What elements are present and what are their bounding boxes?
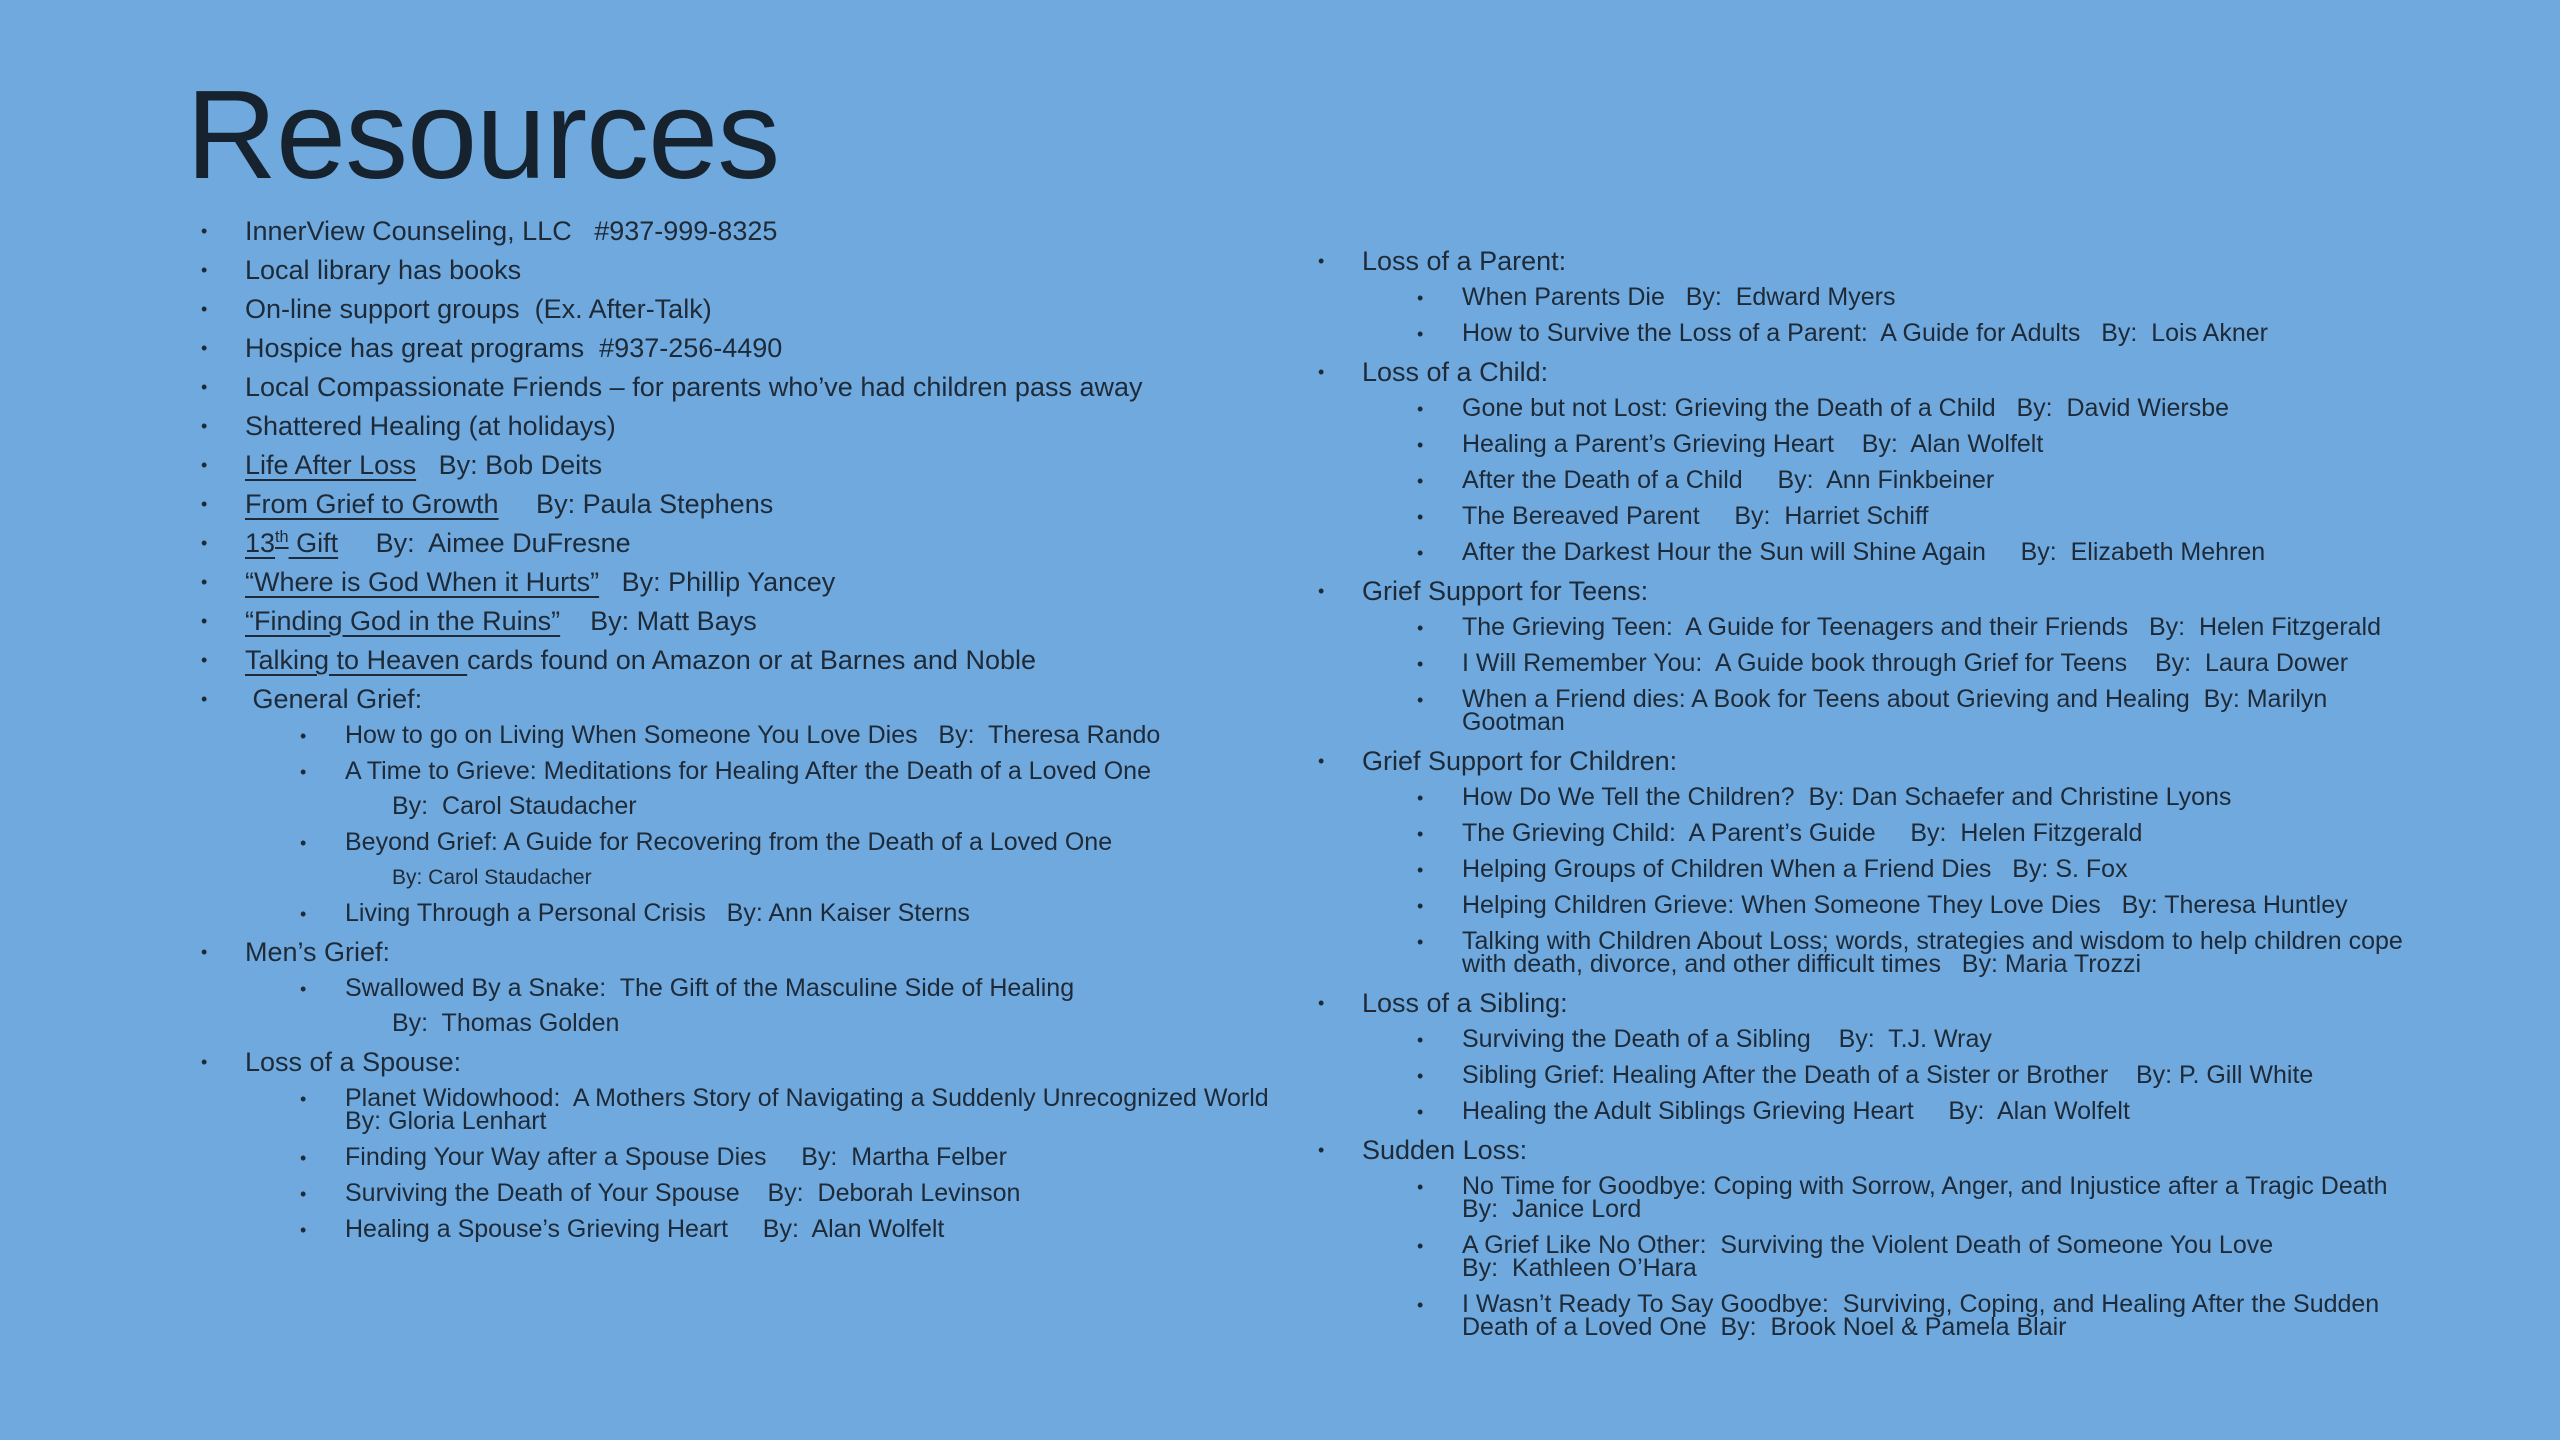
bullet-icon: • — [201, 416, 208, 436]
bullet-icon: • — [1417, 1066, 1424, 1086]
item-text — [1462, 396, 2552, 421]
item-text-rest: The Grieving Child: A Parent’s Guide By: Helen Fitzgerald — [1462, 819, 2143, 847]
list-item — [195, 569, 1315, 595]
bullet-icon: • — [1417, 654, 1424, 674]
item-text-rest: Loss of a Parent: — [1362, 246, 1567, 276]
item-text — [1362, 359, 2552, 385]
item-text-rest: I Wasn’t Ready To Say Goodbye: Surviving, Coping, and Healing After the Sudden — [1462, 1290, 2380, 1318]
bullet-icon: • — [201, 942, 208, 962]
item-text-rest: Healing the Adult Siblings Grieving Heart By: Alan Wolfelt — [1462, 1097, 2130, 1125]
bullet-icon: • — [1417, 1030, 1424, 1050]
underlined-title: Talking to Heaven — [245, 645, 468, 675]
bullet-icon: • — [1318, 1140, 1325, 1160]
list-item — [195, 1217, 1315, 1242]
item-text — [345, 976, 1315, 1001]
list-item — [1312, 578, 2552, 604]
item-text-rest: By: Phillip Yancey — [599, 567, 836, 597]
item-text — [1462, 504, 2552, 529]
list-item — [195, 218, 1315, 244]
item-text-rest: After the Darkest Hour the Sun will Shine Again By: Elizabeth Mehren — [1462, 538, 2266, 566]
underlined-title: Gift — [288, 528, 339, 558]
bullet-icon: • — [1417, 1102, 1424, 1122]
bullet-icon: • — [201, 611, 208, 631]
bullet-icon: • — [1417, 543, 1424, 563]
bullet-icon: • — [201, 494, 208, 514]
continuation-line: By: Carol Staudacher — [392, 866, 592, 889]
bullet-icon: • — [300, 904, 307, 924]
item-text-rest: Loss of a Child: — [1362, 357, 1549, 387]
list-item — [1312, 1027, 2552, 1052]
item-text — [1462, 321, 2552, 346]
bullet-icon: • — [201, 650, 208, 670]
item-text — [245, 686, 1315, 712]
bullet-icon: • — [1417, 1295, 1424, 1315]
continuation-line: By: Gloria Lenhart — [345, 1107, 547, 1135]
item-text — [1362, 748, 2552, 774]
bullet-icon: • — [1417, 471, 1424, 491]
item-text-rest: A Time to Grieve: Meditations for Healing After the Death of a Loved One — [345, 757, 1151, 785]
item-text-rest: Helping Children Grieve: When Someone They Love Dies By: Theresa Huntley — [1462, 891, 2348, 919]
list-item — [1312, 248, 2552, 274]
continuation-line: By: Carol Staudacher — [392, 792, 637, 820]
underlined-title: Life After Loss — [245, 450, 417, 480]
list-item — [195, 647, 1315, 673]
item-text-rest: Sibling Grief: Healing After the Death of a Sister or Brother By: P. Gill White — [1462, 1061, 2314, 1089]
item-text — [245, 452, 1315, 478]
list-item — [195, 491, 1315, 517]
item-text — [1462, 821, 2552, 846]
item-text — [345, 759, 1315, 784]
list-item — [195, 976, 1315, 1036]
bullet-icon: • — [201, 338, 208, 358]
continuation-line: Death of a Loved One By: Brook Noel & Pamela Blair — [1462, 1313, 2067, 1341]
item-text — [245, 1049, 1315, 1075]
list-item — [195, 1049, 1315, 1075]
item-text-rest: When Parents Die By: Edward Myers — [1462, 283, 1896, 311]
item-text — [1462, 857, 2552, 882]
item-text — [1362, 990, 2552, 1016]
item-text-rest: By: Aimee DuFresne — [338, 528, 631, 558]
item-text — [1462, 468, 2552, 493]
list-item — [1312, 468, 2552, 493]
item-text-rest: cards found on Amazon or at Barnes and Noble — [467, 645, 1036, 675]
item-text — [345, 723, 1315, 748]
item-text — [345, 1145, 1315, 1170]
item-text — [1462, 687, 2552, 712]
bullet-icon: • — [201, 221, 208, 241]
bullet-icon: • — [1417, 288, 1424, 308]
list-item — [195, 1181, 1315, 1206]
item-text-rest: Living Through a Personal Crisis By: Ann Kaiser Sterns — [345, 899, 970, 927]
list-item — [1312, 1174, 2552, 1222]
item-text-rest: Beyond Grief: A Guide for Recovering from the Death of a Loved One — [345, 828, 1113, 856]
item-text — [1462, 785, 2552, 810]
item-text-rest: Local Compassionate Friends – for parents who’ve had children pass away — [245, 372, 1143, 402]
item-text — [1362, 578, 2552, 604]
list-item — [1312, 285, 2552, 310]
item-text-rest: Men’s Grief: — [245, 937, 391, 967]
item-text — [245, 939, 1315, 965]
item-text-rest: Grief Support for Children: — [1362, 746, 1678, 776]
list-item — [195, 1145, 1315, 1170]
item-text-rest: By: Paula Stephens — [498, 489, 774, 519]
bullet-icon: • — [300, 979, 307, 999]
bullet-icon: • — [1417, 1177, 1424, 1197]
item-text — [245, 335, 1315, 361]
bullet-icon: • — [1417, 399, 1424, 419]
continuation-line: with death, divorce, and other difficult times By: Maria Trozzi — [1462, 950, 2141, 978]
item-text — [1462, 1099, 2552, 1124]
item-text-rest: No Time for Goodbye: Coping with Sorrow, Anger, and Injustice after a Tragic Death — [1462, 1172, 2388, 1200]
item-text — [245, 530, 1315, 556]
continuation-line: By: Kathleen O’Hara — [1462, 1254, 1697, 1282]
list-item — [195, 452, 1315, 478]
bullet-icon: • — [1417, 690, 1424, 710]
item-text — [1362, 1137, 2552, 1163]
list-item — [1312, 748, 2552, 774]
list-item — [195, 335, 1315, 361]
item-text-rest: Grief Support for Teens: — [1362, 576, 1649, 606]
item-text — [1462, 432, 2552, 457]
bullet-icon: • — [1417, 860, 1424, 880]
list-item — [195, 257, 1315, 283]
list-item — [195, 939, 1315, 965]
item-text — [1462, 1027, 2552, 1052]
list-item — [1312, 1099, 2552, 1124]
list-item — [195, 830, 1315, 890]
bullet-icon: • — [300, 1184, 307, 1204]
item-text-rest: InnerView Counseling, LLC #937-999-8325 — [245, 216, 778, 246]
item-text — [245, 374, 1315, 400]
list-item — [1312, 893, 2552, 918]
item-text-rest: Hospice has great programs #937-256-4490 — [245, 333, 783, 363]
list-item — [195, 608, 1315, 634]
item-text-rest: Sudden Loss: — [1362, 1135, 1528, 1165]
item-text-rest: Local library has books — [245, 255, 522, 285]
continuation-line: By: Thomas Golden — [392, 1009, 620, 1037]
bullet-icon: • — [300, 833, 307, 853]
item-text-rest: How Do We Tell the Children? By: Dan Schaefer and Christine Lyons — [1462, 783, 2232, 811]
bullet-icon: • — [1318, 362, 1325, 382]
bullet-icon: • — [1318, 251, 1325, 271]
bullet-icon: • — [201, 572, 208, 592]
item-text — [1462, 615, 2552, 640]
item-text-rest: Healing a Parent’s Grieving Heart By: Alan Wolfelt — [1462, 430, 2044, 458]
item-text — [1462, 893, 2552, 918]
item-text-rest: By: Matt Bays — [560, 606, 757, 636]
bullet-icon: • — [1318, 993, 1325, 1013]
item-text-rest: How to Survive the Loss of a Parent: A Guide for Adults By: Lois Akner — [1462, 319, 2268, 347]
item-text — [245, 218, 1315, 244]
item-text-rest: A Grief Like No Other: Surviving the Violent Death of Someone You Love — [1462, 1231, 2274, 1259]
item-text — [245, 296, 1315, 322]
list-item — [1312, 359, 2552, 385]
item-text — [245, 647, 1315, 673]
bullet-icon: • — [300, 1089, 307, 1109]
list-item — [1312, 651, 2552, 676]
list-item — [195, 723, 1315, 748]
bullet-icon: • — [300, 726, 307, 746]
list-item — [1312, 396, 2552, 421]
item-text-rest: After the Death of a Child By: Ann Finkbeiner — [1462, 466, 1995, 494]
item-text — [1362, 248, 2552, 274]
item-text-rest: Loss of a Spouse: — [245, 1047, 462, 1077]
list-item — [195, 530, 1315, 556]
bullet-icon: • — [201, 299, 208, 319]
bullet-icon: • — [1318, 581, 1325, 601]
item-text-rest: I Will Remember You: A Guide book through Grief for Teens By: Laura Dower — [1462, 649, 2349, 677]
list-item — [195, 1086, 1315, 1134]
item-text — [1462, 285, 2552, 310]
bullet-icon: • — [300, 762, 307, 782]
bullet-icon: • — [201, 377, 208, 397]
bullet-icon: • — [1417, 932, 1424, 952]
bullet-icon: • — [1417, 435, 1424, 455]
bullet-icon: • — [201, 455, 208, 475]
list-item — [1312, 1137, 2552, 1163]
item-text — [245, 569, 1315, 595]
bullet-icon: • — [300, 1220, 307, 1240]
bullet-icon: • — [300, 1148, 307, 1168]
bullet-icon: • — [201, 260, 208, 280]
bullet-icon: • — [1417, 896, 1424, 916]
item-text-rest: When a Friend dies: A Book for Teens about Grieving and Healing By: Marilyn — [1462, 685, 2328, 713]
left-column — [195, 205, 1315, 1253]
item-text-rest: Gone but not Lost: Grieving the Death of a Child By: David Wiersbe — [1462, 394, 2230, 422]
bullet-icon: • — [201, 1052, 208, 1072]
item-text — [345, 901, 1315, 926]
item-text — [1462, 651, 2552, 676]
list-item — [1312, 857, 2552, 882]
item-text-rest: Healing a Spouse’s Grieving Heart By: Alan Wolfelt — [345, 1215, 945, 1243]
list-item — [1312, 687, 2552, 735]
item-text-rest: Finding Your Way after a Spouse Dies By: Martha Felber — [345, 1143, 1007, 1171]
list-item — [1312, 504, 2552, 529]
list-item — [1312, 1292, 2552, 1340]
list-item — [195, 759, 1315, 819]
bullet-icon: • — [1417, 1236, 1424, 1256]
continuation-line: By: Janice Lord — [1462, 1195, 1642, 1223]
item-text — [245, 608, 1315, 634]
list-item — [1312, 929, 2552, 977]
item-text — [1462, 1063, 2552, 1088]
item-text-rest: By: Bob Deits — [416, 450, 603, 480]
underlined-title: “Finding God in the Ruins” — [245, 606, 561, 636]
item-text — [245, 491, 1315, 517]
slide-title: Resources — [186, 64, 780, 205]
list-item — [1312, 785, 2552, 810]
list-item — [195, 413, 1315, 439]
list-item — [1312, 432, 2552, 457]
list-item — [1312, 615, 2552, 640]
underlined-title: From Grief to Growth — [245, 489, 499, 519]
item-text-rest: Helping Groups of Children When a Friend Dies By: S. Fox — [1462, 855, 2128, 883]
bullet-icon: • — [1417, 824, 1424, 844]
item-text-rest: General Grief: — [245, 684, 423, 714]
list-item — [195, 686, 1315, 712]
item-text-rest: The Grieving Teen: A Guide for Teenagers and their Friends By: Helen Fitzgerald — [1462, 613, 2382, 641]
item-text-rest: Loss of a Sibling: — [1362, 988, 1568, 1018]
bullet-icon: • — [1417, 618, 1424, 638]
item-text-rest: Talking with Children About Loss; words, strategies and wisdom to help children cope — [1462, 927, 2403, 955]
underlined-title: 13 — [245, 528, 276, 558]
item-text-rest: On-line support groups (Ex. After-Talk) — [245, 294, 712, 324]
item-text-rest: How to go on Living When Someone You Love Dies By: Theresa Rando — [345, 721, 1161, 749]
item-text-rest: Swallowed By a Snake: The Gift of the Masculine Side of Healing — [345, 974, 1075, 1002]
list-item — [1312, 821, 2552, 846]
list-item — [1312, 1233, 2552, 1281]
continuation-line: Gootman — [1462, 708, 1565, 736]
item-text-rest: Surviving the Death of a Sibling By: T.J. Wray — [1462, 1025, 1992, 1053]
item-text — [1462, 540, 2552, 565]
item-text-rest: Planet Widowhood: A Mothers Story of Navigating a Suddenly Unrecognized World — [345, 1084, 1269, 1112]
underlined-title: “Where is God When it Hurts” — [245, 567, 600, 597]
item-text-rest: Surviving the Death of Your Spouse By: Deborah Levinson — [345, 1179, 1021, 1207]
bullet-icon: • — [1417, 788, 1424, 808]
list-item — [1312, 1063, 2552, 1088]
bullet-icon: • — [1318, 751, 1325, 771]
list-item — [1312, 321, 2552, 346]
item-text-rest: The Bereaved Parent By: Harriet Schiff — [1462, 502, 1929, 530]
item-text — [245, 413, 1315, 439]
bullet-icon: • — [201, 533, 208, 553]
list-item — [195, 901, 1315, 926]
right-column — [1312, 235, 2552, 1351]
item-text — [345, 1181, 1315, 1206]
bullet-icon: • — [1417, 507, 1424, 527]
list-item — [1312, 990, 2552, 1016]
bullet-icon: • — [201, 689, 208, 709]
item-text — [345, 830, 1315, 855]
list-item — [195, 296, 1315, 322]
item-text-rest: Shattered Healing (at holidays) — [245, 411, 616, 441]
list-item — [1312, 540, 2552, 565]
bullet-icon: • — [1417, 324, 1424, 344]
item-text — [345, 1217, 1315, 1242]
list-item — [195, 374, 1315, 400]
superscript: th — [275, 528, 289, 546]
item-text — [245, 257, 1315, 283]
